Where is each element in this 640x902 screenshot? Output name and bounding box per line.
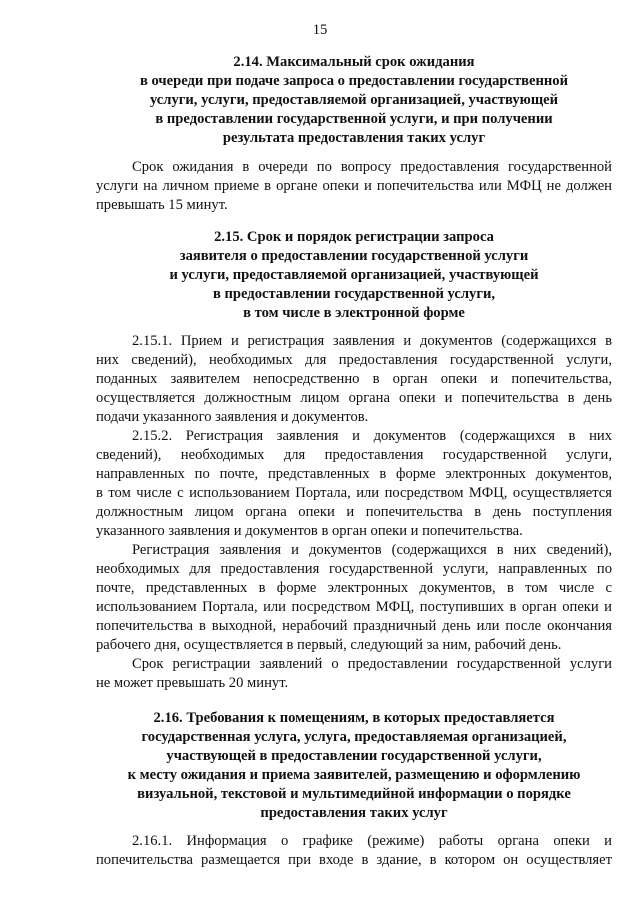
page-number: 15 [312,22,328,38]
text-line: использованием Портала, или посредством МФЦ, поступивших в орган опеки и [96,599,612,615]
section-heading-2-15 [96,228,612,323]
text-line: направленных по почте, представленных в форме электронных документов, [96,466,612,482]
text-line: Срок ожидания в очереди по вопросу предоставления государственной [132,159,612,175]
paragraph-2-16-1 [96,832,612,870]
text-line: необходимых для предоставления государственной услуги, направленных по [96,561,612,577]
heading-line: и услуги, предоставляемой организацией, участвующей [169,267,539,283]
text-line: сведений), необходимых для предоставления государственной услуги, [96,447,612,463]
heading-line: услуги, услуги, предоставляемой организацией, участвующей [149,92,559,108]
text-line: 2.15.1. Прием и регистрация заявления и документов (содержащихся в [132,333,612,349]
paragraph-registration-time [96,655,612,693]
heading-line: в предоставлении государственной услуги, и при получении [155,111,553,127]
text-line: 2.16.1. Информация о графике (режиме) работы органа опеки и [132,833,612,849]
text-line: не может превышать 20 минут. [96,675,289,691]
heading-line: в том числе в электронной форме [243,305,465,321]
heading-line: в предоставлении государственной услуги, [212,286,496,302]
paragraph-2-15-1 [96,332,612,427]
heading-line: государственная услуга, услуга, предоставляемая организацией, [141,729,567,745]
text-line: указанного заявления и документов в орган опеки и попечительства. [96,523,523,539]
text-line: почте, представленных в форме электронных документов, в том числе с [96,580,612,596]
text-line: услуги на личном приеме в органе опеки и попечительства или МФЦ не должен [96,178,612,194]
heading-line: к месту ожидания и приема заявителей, размещению и оформлению [127,767,581,783]
text-line: попечительства размещается при входе в здание, в котором он осуществляет [96,852,612,868]
heading-line: 2.15. Срок и порядок регистрации запроса [214,229,494,245]
paragraph-registration [96,541,612,655]
text-line: поданных заявителем непосредственно в орган опеки и попечительства, [96,371,612,387]
text-line: в том числе с использованием Портала, или посредством МФЦ, осуществляется [96,485,612,501]
text-line: рабочего дня, осуществляется в первый, следующий за ним, рабочий день. [96,637,562,653]
heading-line: участвующей в предоставлении государственной услуги, [166,748,542,764]
heading-line: 2.16. Требования к помещениям, в которых предоставляется [153,710,555,726]
text-line: них сведений), необходимых для предоставления государственной услуги, [96,352,612,368]
text-line: превышать 15 минут. [96,197,228,213]
text-line: попечительства в выходной, нерабочий праздничный день или после окончания [96,618,612,634]
heading-line: предоставления таких услуг [260,805,448,821]
text-line: подачи указанного заявления и документов. [96,409,369,425]
section-heading-2-16 [96,709,612,823]
heading-line: заявителя о предоставлении государственной услуги [179,248,529,264]
section-heading-2-14 [96,53,612,148]
text-line: Срок регистрации заявлений о предоставлении государственной услуги [132,656,612,672]
text-line: осуществляется должностным лицом органа опеки и попечительства в день [96,390,612,406]
text-line: 2.15.2. Регистрация заявления и документов (содержащихся в них [132,428,612,444]
heading-line: в очереди при подаче запроса о предоставлении государственной [139,73,569,89]
heading-line: 2.14. Максимальный срок ожидания [233,54,475,70]
heading-line: результата предоставления таких услуг [222,130,486,146]
text-line: должностным лицом органа опеки и попечительства в день поступления [96,504,612,520]
paragraph-2-15-2 [96,427,612,541]
text-line: Регистрация заявления и документов (содержащихся в них сведений), [132,542,612,558]
paragraph-2-14 [96,158,612,215]
heading-line: визуальной, текстовой и мультимедийной информации о порядке [137,786,571,802]
